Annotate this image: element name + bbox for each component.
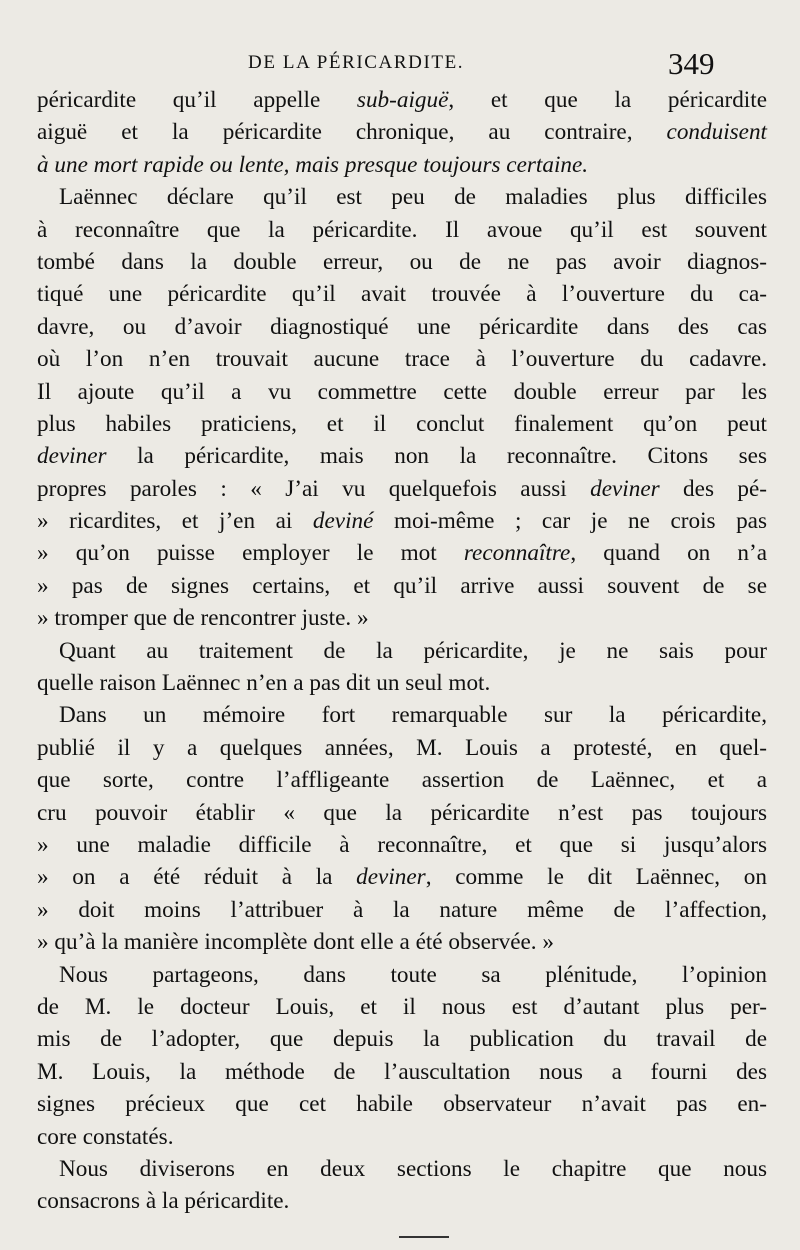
page-number: 349: [668, 46, 715, 81]
text-line: davre, ou d’avoir diagnostiqué une péricardite dans des cas: [37, 313, 767, 340]
text-line: » qu’à la manière incomplète dont elle a été observée. »: [37, 929, 554, 956]
text-line: consacrons à la péricardite.: [37, 1188, 290, 1215]
text-line: M. Louis, la méthode de l’auscultation nous a fourni des: [37, 1058, 767, 1085]
text-line: » pas de signes certains, et qu’il arrive aussi souvent de se: [37, 572, 767, 599]
text-line: Nous diviserons en deux sections le chapitre que nous: [59, 1155, 767, 1182]
text-line: à reconnaître que la péricardite. Il avoue qu’il est souvent: [37, 216, 767, 243]
end-rule: [399, 1236, 449, 1238]
text-line: » tromper que de rencontrer juste. »: [37, 605, 369, 632]
text-line: Quant au traitement de la péricardite, je ne sais pour: [59, 637, 767, 664]
text-line: péricardite qu’il appelle sub-aiguë, et que la péricardite: [37, 87, 767, 113]
text-line: de M. le docteur Louis, et il nous est d’autant plus per-: [37, 993, 767, 1020]
text-line: Laënnec déclare qu’il est peu de maladies plus difficiles: [59, 184, 767, 211]
text-line: deviner la péricardite, mais non la reconnaître. Citons ses: [37, 443, 767, 470]
text-line: » qu’on puisse employer le mot reconnaître, quand on n’a: [37, 540, 767, 567]
text-line: core constatés.: [37, 1123, 174, 1150]
text-line: cru pouvoir établir « que la péricardite n’est pas toujours: [37, 799, 767, 826]
text-line: Nous partageons, dans toute sa plénitude, l’opinion: [59, 961, 767, 988]
text-line: quelle raison Laënnec n’en a pas dit un seul mot.: [37, 670, 491, 697]
text-line: aiguë et la péricardite chronique, au contraire, conduisent: [37, 119, 767, 146]
text-line: » une maladie difficile à reconnaître, et que si jusqu’alors: [37, 831, 767, 858]
text-line: Dans un mémoire fort remarquable sur la péricardite,: [59, 702, 767, 729]
text-line: » doit moins l’attribuer à la nature même de l’affection,: [37, 896, 767, 923]
text-line: propres paroles : « J’ai vu quelquefois aussi deviner des pé-: [37, 475, 767, 502]
text-line: que sorte, contre l’affligeante assertion de Laënnec, et a: [37, 767, 767, 794]
text-line: Il ajoute qu’il a vu commettre cette double erreur par les: [37, 378, 767, 405]
text-line: à une mort rapide ou lente, mais presque toujours certaine.: [37, 151, 589, 178]
body-text: [37, 84, 767, 1218]
text-line: mis de l’adopter, que depuis la publication du travail de: [37, 1026, 767, 1053]
text-line: tombé dans la double erreur, ou de ne pas avoir diagnos-: [37, 248, 767, 275]
text-line: signes précieux que cet habile observateur n’avait pas en-: [37, 1091, 767, 1118]
text-line: » on a été réduit à la deviner, comme le dit Laënnec, on: [37, 864, 767, 891]
text-line: » ricardites, et j’en ai deviné moi-même ; car je ne crois pas: [37, 508, 767, 535]
text-line: tiqué une péricardite qu’il avait trouvée à l’ouverture du ca-: [37, 281, 767, 308]
text-line: plus habiles praticiens, et il conclut finalement qu’on peut: [37, 410, 767, 437]
text-line: publié il y a quelques années, M. Louis a protesté, en quel-: [37, 734, 767, 761]
running-head: [0, 46, 800, 80]
running-title: DE LA PÉRICARDITE.: [248, 52, 465, 73]
text-line: où l’on n’en trouvait aucune trace à l’ouverture du cadavre.: [37, 346, 767, 373]
